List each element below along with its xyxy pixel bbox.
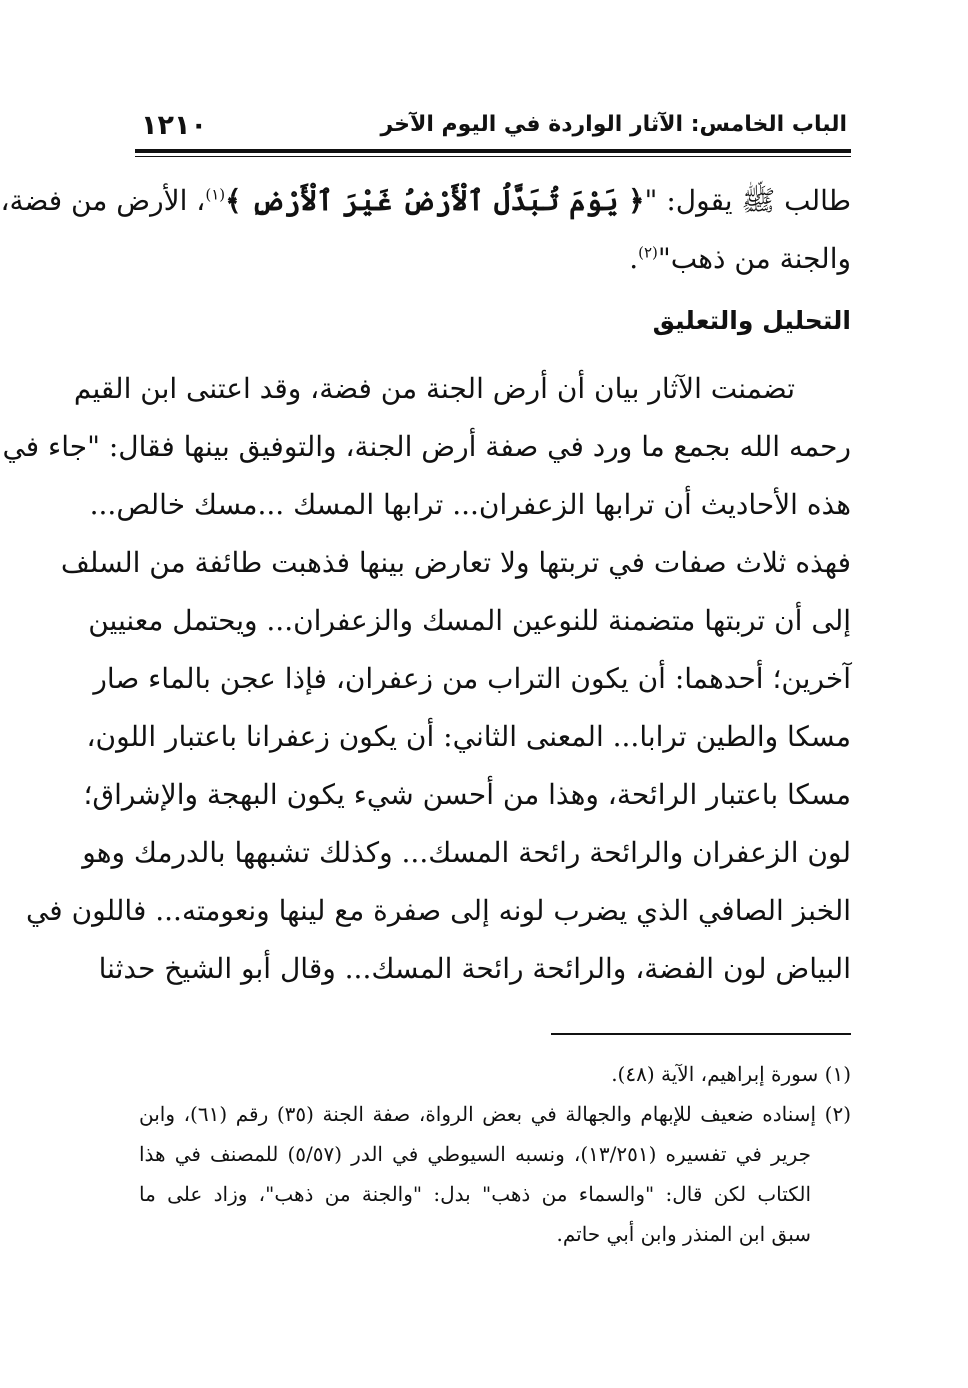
header-rule-thin bbox=[135, 156, 851, 157]
main-paragraph bbox=[2, 360, 851, 998]
footnote-2-line: الكتاب لكن قال: "والسماء من ذهب" بدل: "والجنة من ذهب"، وزاد على ما bbox=[139, 1182, 811, 1206]
header-rule-thick bbox=[135, 149, 851, 153]
paragraph-line: مسكا والطين ترابا... المعنى الثاني: أن يكون زعفرانا باعتبار اللون، bbox=[86, 720, 851, 753]
footnote-ref-1: (١) bbox=[205, 185, 226, 204]
paragraph-line: مسكا باعتبار الرائحة، وهذا من أحسن شيء يكون البهجة والإشراق؛ bbox=[83, 778, 851, 811]
opening-line-2 bbox=[139, 230, 851, 288]
opening-prefix: طالب ﷺ يقول: " bbox=[644, 184, 851, 217]
footnotes bbox=[139, 1054, 851, 1254]
footnote-2-line: (٢) إسناده ضعيف للإبهام والجهالة في بعض الرواة، صفة الجنة (٣٥) رقم (٦١)، وابن bbox=[139, 1102, 851, 1126]
page-number: ١٢١٠ bbox=[141, 110, 207, 141]
paragraph-line: الخبز الصافي الذي يضرب لونه إلى صفرة مع لينها ونعومته... فاللون في bbox=[25, 894, 851, 927]
paragraph-line: فهذه ثلاث صفات في تربتها ولا تعارض بينها فذهبت طائفة من السلف bbox=[60, 546, 851, 579]
opening-line-2-end: . bbox=[629, 242, 639, 275]
paragraph-line: هذه الأحاديث أن ترابها الزعفران... ترابها المسك ...مسك خالص... bbox=[89, 488, 851, 521]
opening-suffix: ، الأرض من فضة، bbox=[0, 184, 206, 217]
paragraph-line: رحمه الله بجمع ما ورد في صفة أرض الجنة، والتوفيق بينها فقال: "جاء في bbox=[2, 430, 851, 463]
chapter-title: الباب الخامس: الآثار الواردة في اليوم الآخر bbox=[380, 112, 847, 137]
footnote-separator bbox=[551, 1033, 851, 1035]
footnote-1: (١) سورة إبراهيم، الآية (٤٨). bbox=[611, 1062, 851, 1086]
running-header bbox=[135, 108, 851, 148]
paragraph-line: تضمنت الآثار بيان أن أرض الجنة من فضة، وقد اعتنى ابن القيم bbox=[73, 372, 795, 405]
opening-line-2-text: والجنة من ذهب" bbox=[657, 242, 851, 275]
footnote-2-line: سبق ابن المنذر وابن أبي حاتم. bbox=[556, 1222, 811, 1246]
quran-verse: ﴿ يَوْمَ تُبَدَّلُ ٱلْأَرْضُ غَيْرَ ٱلْأَرْضِ ﴾ bbox=[225, 184, 645, 217]
footnote-2-line: جرير في تفسيره (١٣/٢٥١)، ونسبه السيوطي في الدر (٥/٥٧) للمصنف في هذا bbox=[139, 1142, 811, 1166]
paragraph-line: آخرين؛ أحدهما: أن يكون التراب من زعفران، فإذا عجن بالماء صار bbox=[93, 662, 851, 695]
footnote-ref-2: (٢) bbox=[638, 243, 658, 262]
opening-text bbox=[0, 172, 851, 288]
opening-line-1 bbox=[0, 172, 851, 230]
paragraph-line: لون الزعفران والرائحة رائحة المسك... وكذلك تشبهها بالدرمك وهو bbox=[82, 836, 851, 869]
paragraph-line: البياض لون الفضة، والرائحة رائحة المسك... وقال أبو الشيخ حدثنا bbox=[98, 952, 851, 985]
paragraph-line: إلى أن تربتها متضمنة للنوعين المسك والزعفران... ويحتمل معنيين bbox=[88, 604, 851, 637]
section-heading: التحليل والتعليق bbox=[652, 306, 851, 335]
